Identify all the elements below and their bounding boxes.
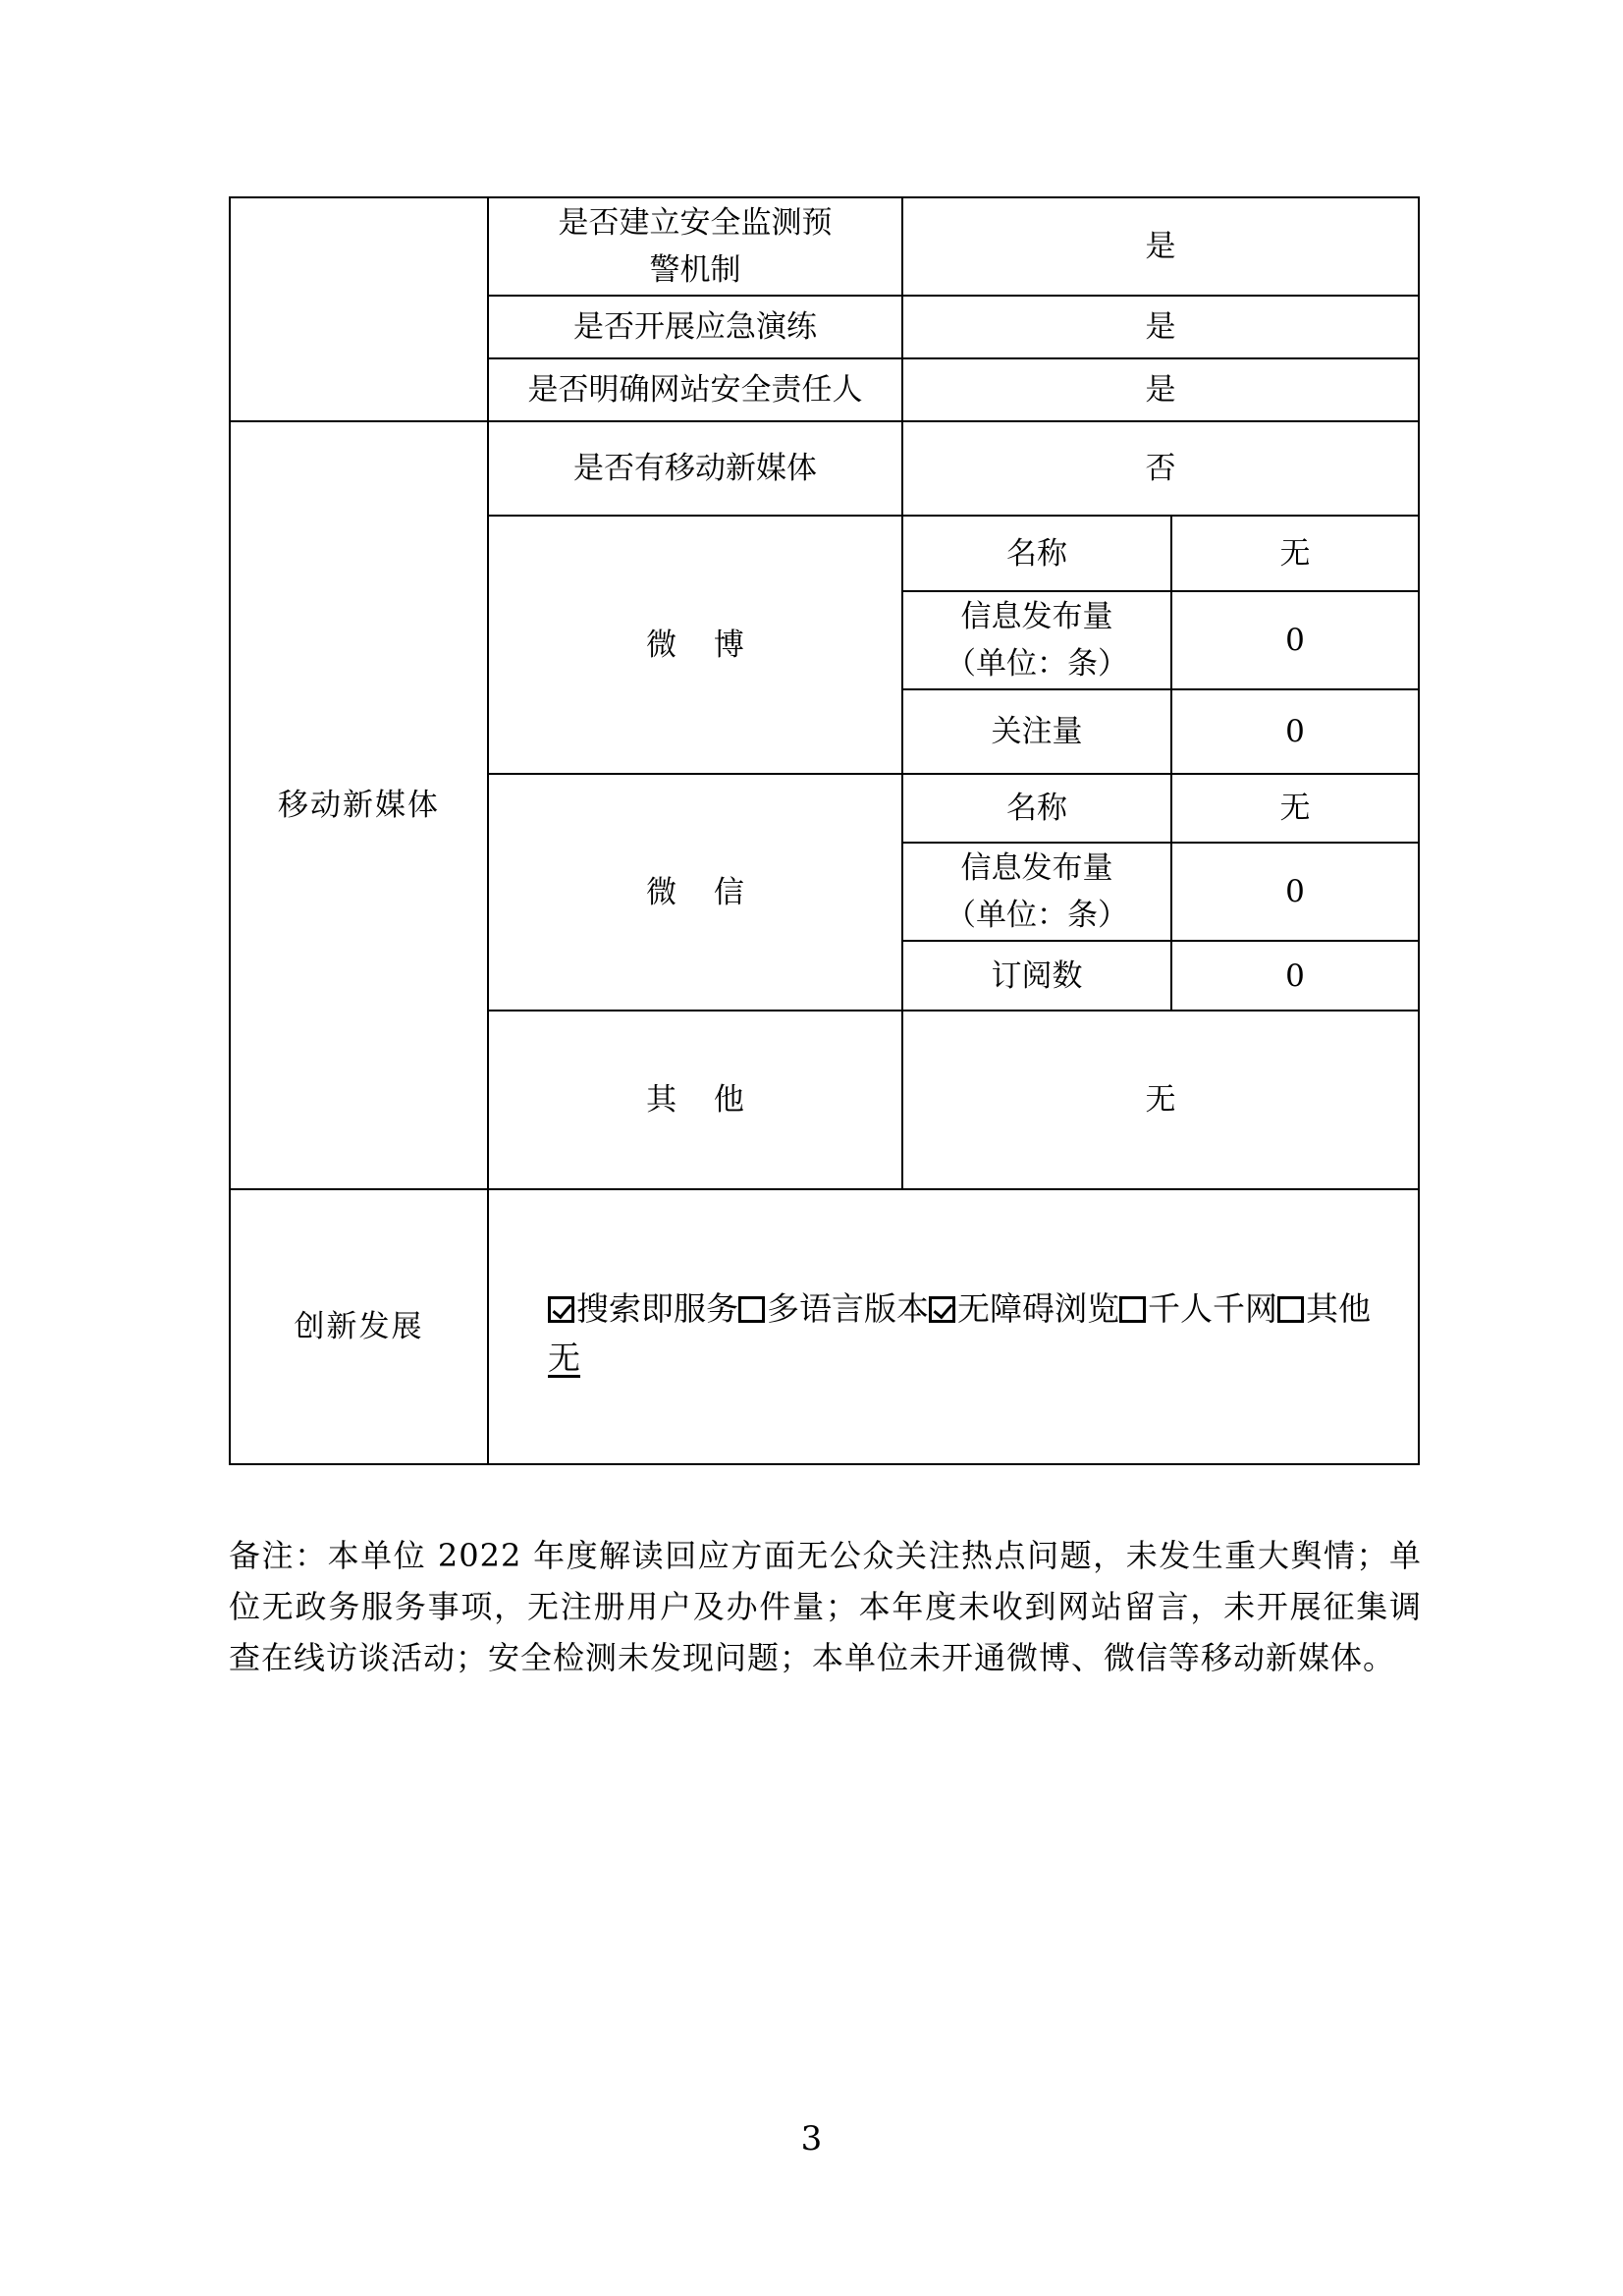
other-text: 无 (548, 1339, 580, 1377)
option-label: 多语言版本 (767, 1289, 929, 1328)
weibo-posts-value: 0 (1171, 591, 1419, 689)
has-mobile-media-value: 否 (902, 421, 1419, 516)
option-label: 千人千网 (1148, 1289, 1277, 1328)
wechat-posts-label-line2: （单位：条） (946, 898, 1128, 933)
option-label: 搜索即服务 (576, 1289, 738, 1328)
other-media-label: 其 他 (488, 1011, 902, 1189)
wechat-name-label: 名称 (902, 774, 1171, 843)
weibo-name-label: 名称 (902, 516, 1171, 591)
monitoring-value: 是 (902, 197, 1419, 296)
weibo-label: 微 博 (488, 516, 902, 774)
weibo-posts-label (902, 591, 1171, 689)
mobile-media-section-label: 移动新媒体 (230, 421, 488, 1189)
responsible-label: 是否明确网站安全责任人 (488, 358, 902, 421)
option-label: 无障碍浏览 (957, 1289, 1119, 1328)
weibo-followers-value: 0 (1171, 689, 1419, 774)
innovation-options-cell (488, 1189, 1419, 1464)
option-multi-language[interactable] (738, 1289, 929, 1328)
drill-label: 是否开展应急演练 (488, 296, 902, 358)
weibo-followers-label: 关注量 (902, 689, 1171, 774)
wechat-posts-label (902, 843, 1171, 941)
wechat-name-value: 无 (1171, 774, 1419, 843)
option-label: 其他 (1306, 1289, 1371, 1328)
option-other[interactable] (1277, 1289, 1371, 1328)
option-accessibility[interactable] (929, 1289, 1119, 1328)
has-mobile-media-label: 是否有移动新媒体 (488, 421, 902, 516)
wechat-subscribers-value: 0 (1171, 941, 1419, 1011)
responsible-value: 是 (902, 358, 1419, 421)
wechat-label: 微 信 (488, 774, 902, 1011)
checkbox-checked-icon[interactable] (929, 1296, 955, 1323)
table-row (230, 197, 1419, 296)
report-table (229, 196, 1420, 1465)
other-media-value: 无 (902, 1011, 1419, 1189)
wechat-posts-value: 0 (1171, 843, 1419, 941)
option-personalized[interactable] (1119, 1289, 1277, 1328)
checkbox-empty-icon[interactable] (738, 1296, 765, 1323)
checkbox-checked-icon[interactable] (548, 1296, 574, 1323)
security-section-cell (230, 197, 488, 421)
weibo-name-value: 无 (1171, 516, 1419, 591)
wechat-posts-label-line1: 信息发布量 (960, 850, 1113, 886)
remarks-paragraph: 备注：本单位 2022 年度解读回应方面无公众关注热点问题，未发生重大舆情；单位无政务服务事项，无注册用户及办件量；本年度未收到网站留言，未开展征集调查在线访谈活动；安全检测未发现问题；本单位未开通微博、微信等移动新媒体。 (229, 1537, 1422, 1676)
drill-value: 是 (902, 296, 1419, 358)
weibo-posts-label-line2: （单位：条） (946, 646, 1128, 682)
weibo-posts-label-line1: 信息发布量 (960, 599, 1113, 634)
innovation-section-label: 创新发展 (230, 1189, 488, 1464)
table-row (230, 421, 1419, 516)
page-number: 3 (800, 2119, 823, 2159)
wechat-subscribers-label: 订阅数 (902, 941, 1171, 1011)
table-row (230, 1189, 1419, 1464)
monitoring-label: 是否建立安全监测预警机制 (488, 197, 902, 296)
option-search-as-service[interactable] (548, 1289, 738, 1328)
checkbox-empty-icon[interactable] (1277, 1296, 1304, 1323)
checkbox-empty-icon[interactable] (1119, 1296, 1146, 1323)
